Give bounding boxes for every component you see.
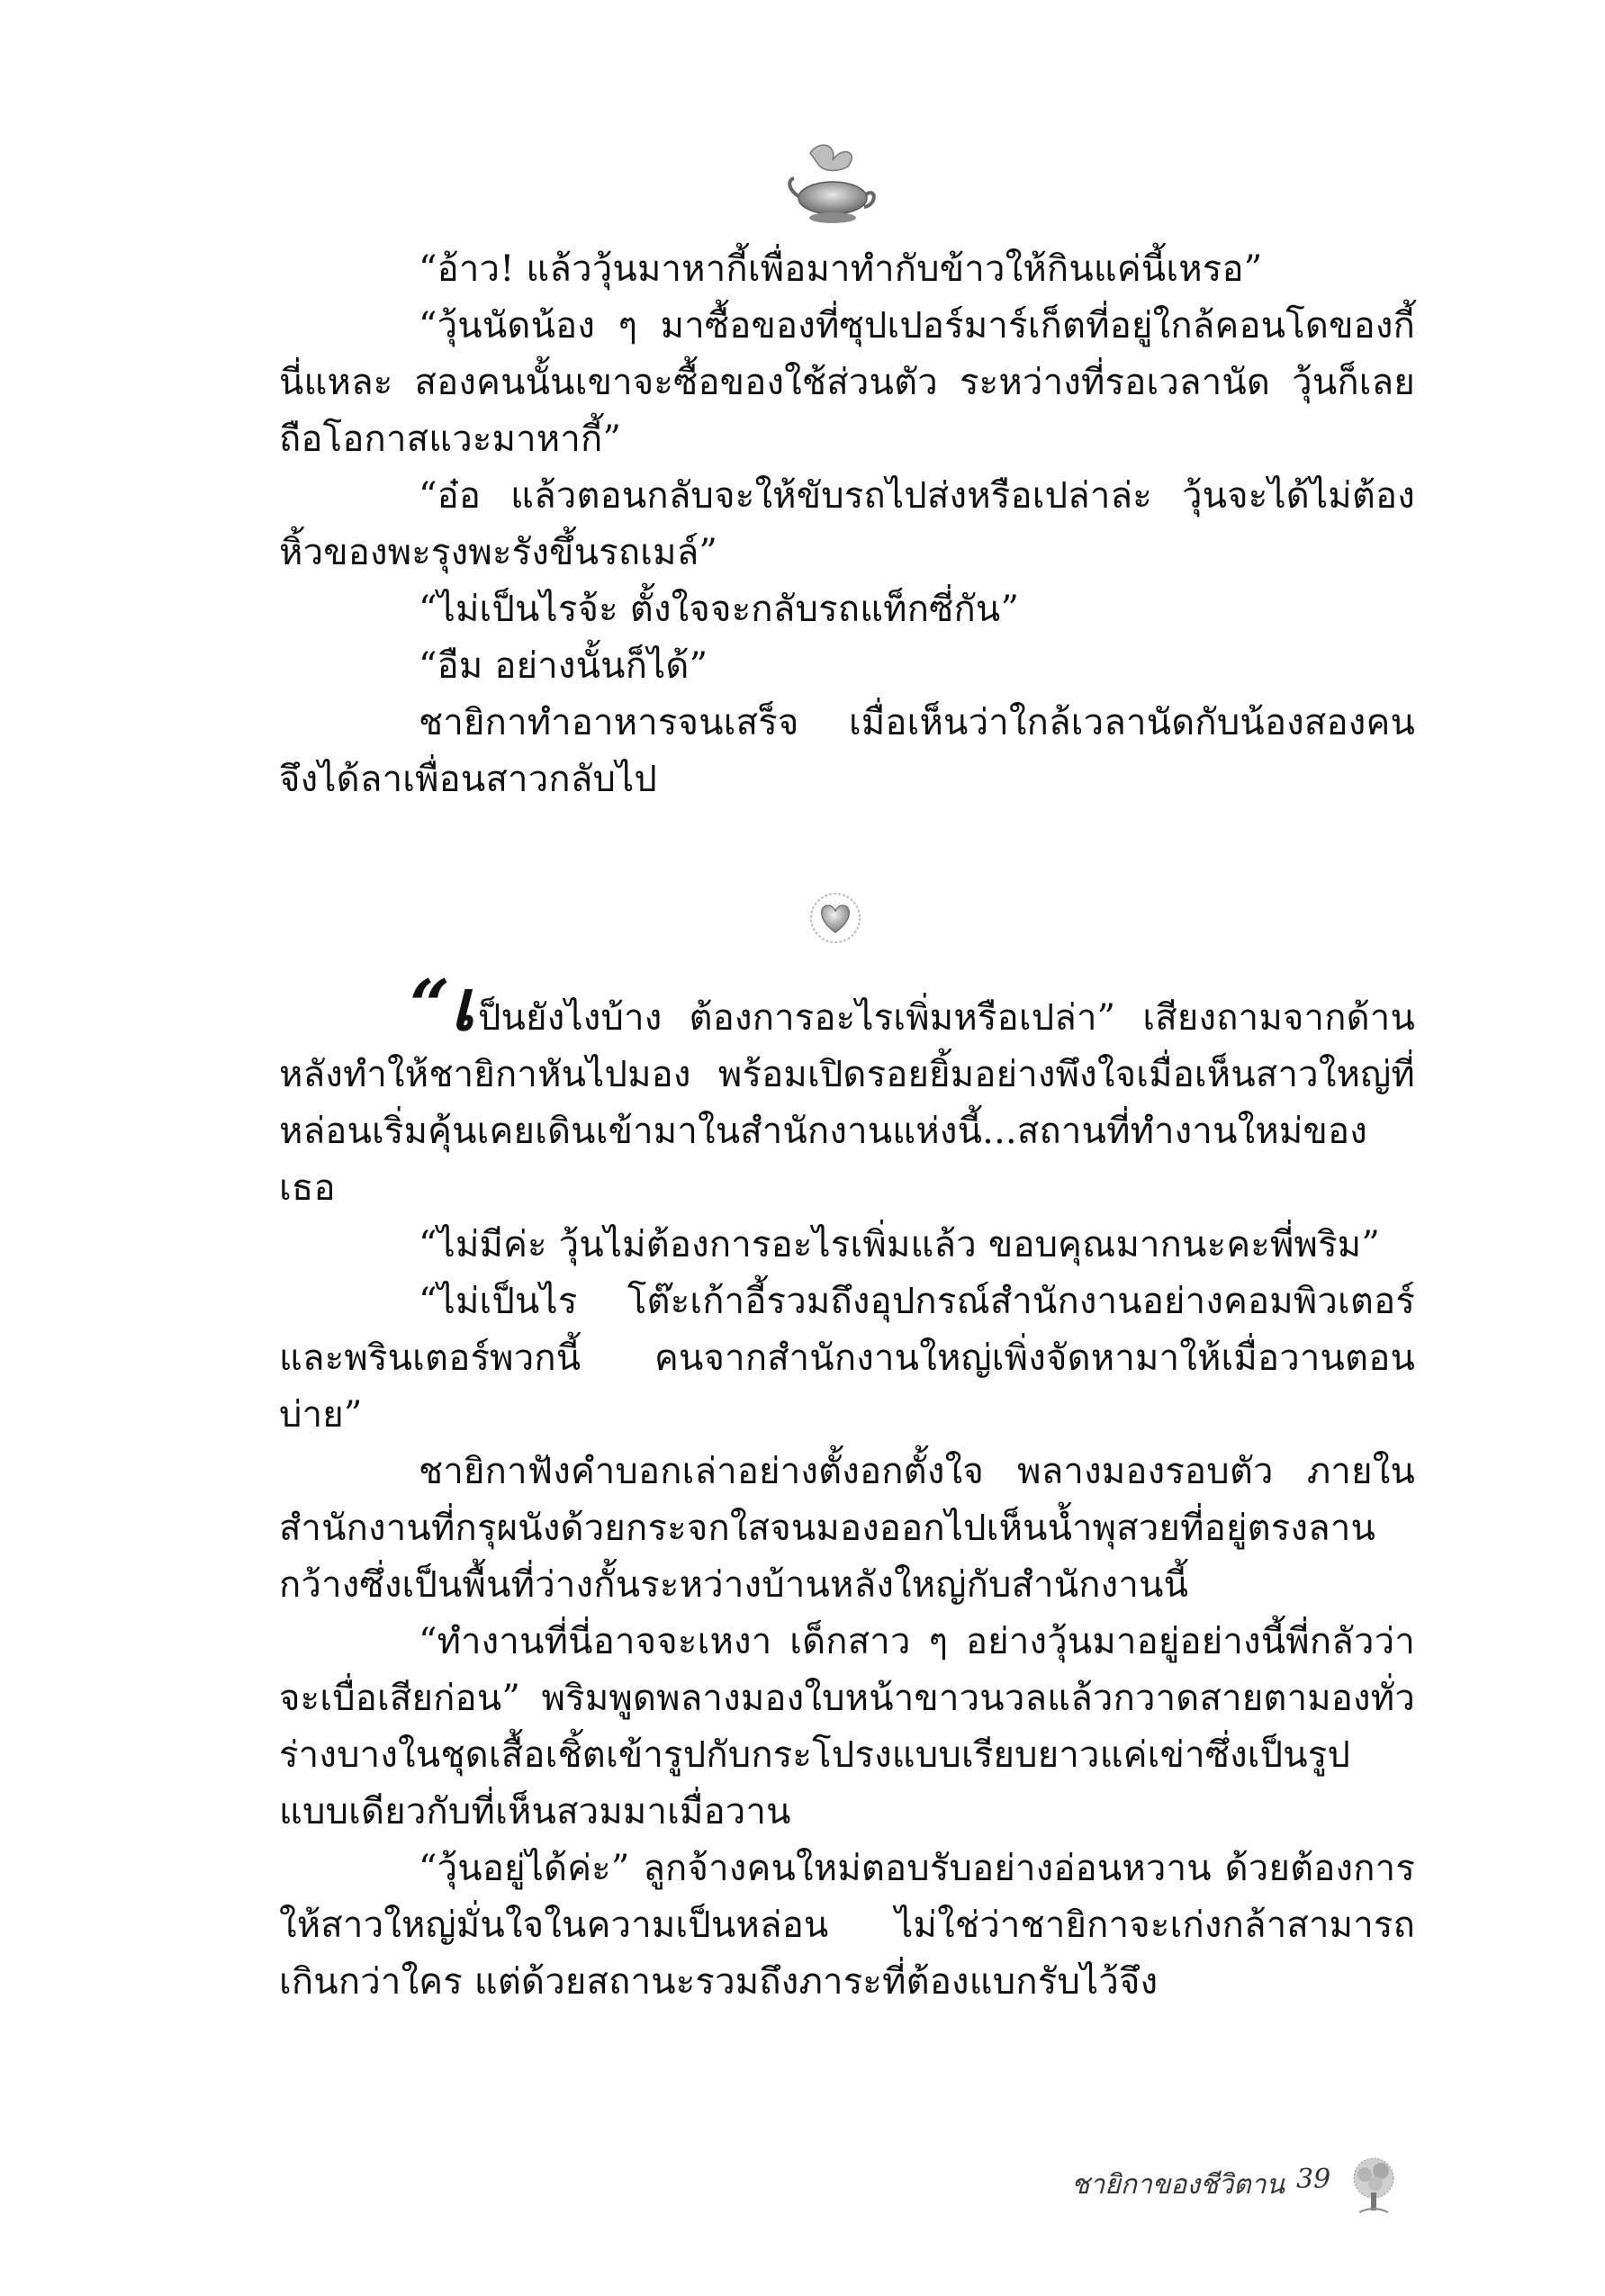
paragraph: “ไม่เป็นไร โต๊ะเก้าอี้รวมถึงอุปกรณ์สำนักงานอย่างคอมพิวเตอร์และพรินเตอร์พวกนี้ คนจากสำนักงานใหญ่เพิ่งจัดหามาให้เมื่อวานตอนบ่าย”: [279, 1281, 1415, 1436]
paragraph: “อ๋อ แล้วตอนกลับจะให้ขับรถไปส่งหรือเปล่าล่ะ วุ้นจะได้ไม่ต้องหิ้วของพะรุงพะรังขึ้นรถเมล์”: [279, 475, 1415, 573]
paragraph: “อืม อย่างนั้นก็ได้”: [419, 645, 708, 687]
paragraph: ชายิกาฟังคำบอกเล่าอย่างตั้งอกตั้งใจ พลางมองรอบตัว ภายในสำนักงานที่กรุผนังด้วยกระจกใสจนมองออกไปเห็นน้ำพุสวยที่อยู่ตรงลานกว้างซึ่งเป็นพื้นที่ว่างกั้นระหว่างบ้านหลังใหญ่กับสำนักงานนี้: [279, 1451, 1415, 1606]
section-one: [279, 241, 1415, 808]
teapot-icon: [783, 135, 882, 234]
drop-cap-quote: “: [410, 965, 451, 1047]
section-two: [279, 965, 1415, 2011]
paragraph: “อ้าว! แล้ววุ้นมาหากี้เพื่อมาทำกับข้าวให้กินแค่นี้เหรอ”: [419, 248, 1263, 290]
running-title: ชายิกาของชีวิตาน: [1071, 2169, 1285, 2201]
opening-paragraph-text: ป็นยังไงบ้าง ต้องการอะไรเพิ่มหรือเปล่า” เสียงถามจากด้านหลังทำให้ชายิกาหันไปมอง พร้อมเปิดรอยยิ้มอย่างพึงใจเมื่อเห็นสาวใหญ่ที่หล่อนเริ่มคุ้นเคยเดินเข้ามาในสำนักงานแห่งนี้...สถานที่ทำงานใหม่ของเธอ: [279, 997, 1415, 1209]
paragraph: “ไม่เป็นไรจ้ะ ตั้งใจจะกลับรถแท็กซี่กัน”: [419, 589, 1020, 630]
drop-cap: [410, 965, 474, 1047]
opening-paragraph: [279, 965, 1415, 1217]
tree-icon: [1341, 2153, 1406, 2218]
paragraph: “ไม่มีค่ะ วุ้นไม่ต้องการอะไรเพิ่มแล้ว ขอบคุณมากนะคะพี่พริม”: [419, 1224, 1381, 1265]
drop-cap-letter: เ: [450, 965, 474, 1047]
heart-icon: [808, 891, 862, 945]
paragraph: “วุ้นอยู่ได้ค่ะ” ลูกจ้างคนใหม่ตอบรับอย่างอ่อนหวาน ด้วยต้องการให้สาวใหญ่มั่นใจในความเป็นหล่อน ไม่ใช่ว่าชายิกาจะเก่งกล้าสามารถเกินกว่าใคร แต่ด้วยสถานะรวมถึงภาระที่ต้องแบกรับไว้จึง: [279, 1848, 1415, 2003]
page-footer: [1071, 2153, 1413, 2216]
paragraph: “วุ้นนัดน้อง ๆ มาซื้อของที่ซุปเปอร์มาร์เก็ตที่อยู่ใกล้คอนโดของกี้นี่แหละ สองคนนั้นเขาจะซื้อของใช้ส่วนตัว ระหว่างที่รอเวลานัด วุ้นก็เลยถือโอกาสแวะมาหากี้”: [279, 305, 1415, 460]
paragraph: “ทำงานที่นี่อาจจะเหงา เด็กสาว ๆ อย่างวุ้นมาอยู่อย่างนี้พี่กลัวว่าจะเบื่อเสียก่อน” พริมพูดพลางมองใบหน้าขาวนวลแล้วกวาดสายตามองทั่วร่างบางในชุดเสื้อเชิ้ตเข้ารูปกับกระโปรงแบบเรียบยาวแค่เข่าซึ่งเป็นรูปแบบเดียวกับที่เห็นสวมมาเมื่อวาน: [279, 1621, 1415, 1832]
paragraph: ชายิกาทำอาหารจนเสร็จ เมื่อเห็นว่าใกล้เวลานัดกับน้องสองคนจึงได้ลาเพื่อนสาวกลับไป: [279, 702, 1415, 800]
page-number: 39: [1296, 2164, 1331, 2195]
